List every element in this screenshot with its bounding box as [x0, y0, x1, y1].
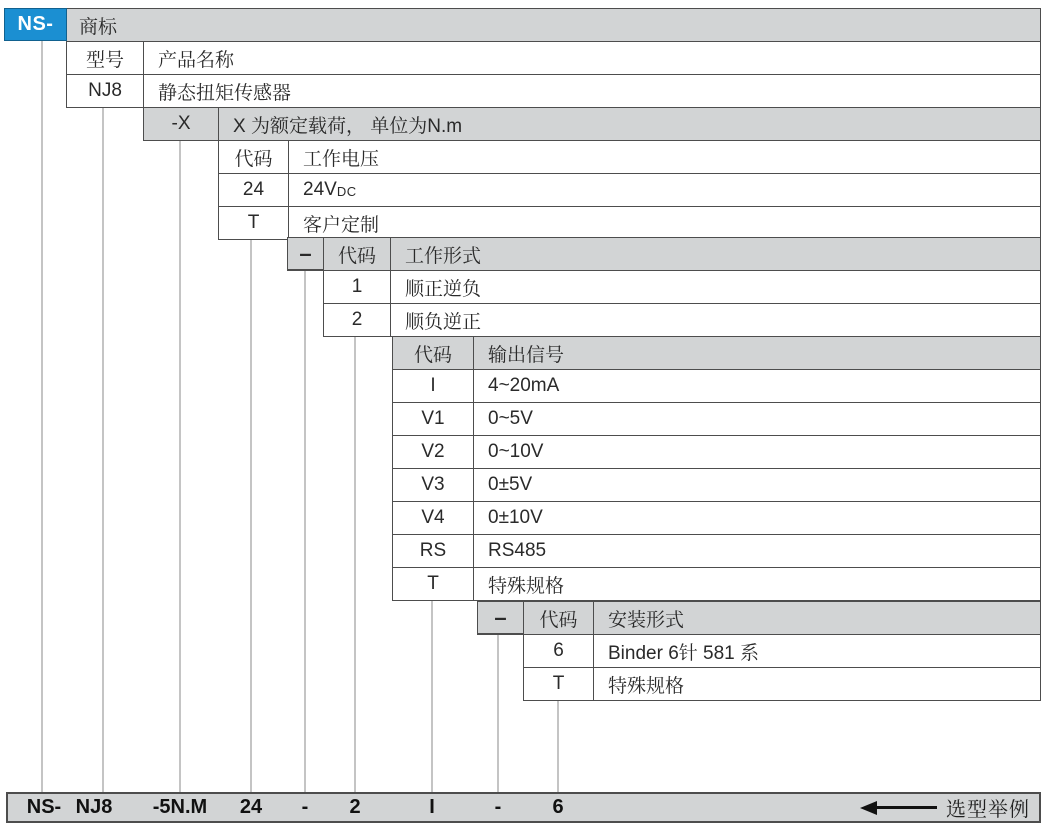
connector-line	[497, 634, 499, 792]
desc-cell: 顺正逆负	[405, 278, 482, 300]
table-row	[218, 140, 1041, 173]
example-code-segment: I	[429, 796, 435, 818]
rated-load-code: -X	[144, 108, 219, 140]
table-row	[392, 501, 1041, 534]
rated-load-table	[143, 107, 1041, 141]
example-code-segment: NS-	[26, 796, 62, 818]
code-cell: 型号	[67, 42, 144, 74]
connector-line	[304, 270, 306, 792]
desc-cell: RS485	[488, 540, 547, 561]
arrow-left-icon	[860, 801, 877, 815]
table-row	[66, 74, 1041, 107]
code-cell: 2	[324, 304, 391, 336]
code-cell: 1	[324, 271, 391, 303]
rated-load-desc: X 为额定载荷， 单位为N.m	[233, 115, 463, 137]
desc-cell: 0±5V	[488, 474, 533, 495]
code-cell: 代码	[219, 141, 289, 173]
code-cell: V1	[393, 403, 474, 435]
trademark-row	[66, 8, 1041, 41]
code-cell: 6	[524, 635, 594, 667]
connector-line	[179, 140, 181, 792]
table-row	[523, 634, 1041, 667]
desc-cell: 0~5V	[488, 408, 533, 429]
table-row	[323, 303, 1041, 336]
example-arrow-label: 选型举例	[946, 799, 1030, 821]
mount-code-header: 代码	[524, 602, 594, 634]
example-code-segment: -	[301, 796, 309, 818]
table-row	[323, 270, 1041, 303]
code-cell: T	[219, 207, 289, 239]
connector-line	[354, 336, 356, 792]
desc-cell: 输出信号	[488, 344, 565, 366]
table-row	[392, 369, 1041, 402]
code-cell: 代码	[393, 337, 474, 369]
connector-line	[102, 107, 104, 792]
table-row	[392, 336, 1041, 369]
table-row	[66, 41, 1041, 74]
rated-load-row	[143, 107, 1041, 140]
desc-cell: 4~20mA	[488, 375, 560, 396]
desc-cell: 0~10V	[488, 441, 544, 462]
desc-cell: 特殊规格	[488, 575, 565, 597]
desc-cell: 顺负逆正	[405, 311, 482, 333]
example-code-segment: 24	[239, 796, 263, 818]
mount-header	[477, 601, 1041, 635]
code-cell: 24	[219, 174, 289, 206]
mode-header	[287, 237, 1041, 271]
brand-prefix-box	[4, 8, 67, 41]
mode-desc-header: 工作形式	[405, 245, 482, 267]
trademark-label: 商标	[79, 16, 118, 38]
unit-subscript: DC	[336, 184, 357, 199]
mode-code-header: 代码	[324, 238, 391, 270]
trademark-table	[66, 8, 1041, 42]
connector-line	[557, 700, 559, 792]
example-code-segment: -	[494, 796, 502, 818]
code-cell: V4	[393, 502, 474, 534]
desc-cell: 0±10V	[488, 507, 543, 528]
output-signal-table	[392, 336, 1041, 601]
example-code-bar	[6, 792, 1041, 823]
code-cell: V3	[393, 469, 474, 501]
table-row	[392, 468, 1041, 501]
mount-desc-header: 安装形式	[608, 609, 685, 631]
example-code-segment: 6	[552, 796, 564, 818]
mount-header-row	[477, 601, 1041, 634]
table-row	[392, 402, 1041, 435]
code-cell: T	[524, 668, 594, 700]
code-cell: I	[393, 370, 474, 402]
voltage-table	[218, 140, 1041, 240]
table-row	[218, 173, 1041, 206]
table-row	[392, 567, 1041, 600]
table-row	[392, 435, 1041, 468]
connector-line	[41, 41, 43, 792]
example-code-segment: 2	[349, 796, 361, 818]
code-cell: T	[393, 568, 474, 600]
mount-table	[523, 634, 1041, 701]
model-table	[66, 41, 1041, 108]
mode-table	[323, 270, 1041, 337]
dash-separator: –	[478, 602, 524, 634]
dash-separator: –	[288, 238, 324, 270]
desc-cell: 特殊规格	[608, 675, 685, 697]
code-cell: NJ8	[67, 75, 144, 107]
table-row	[523, 667, 1041, 700]
desc-cell: 24V DC	[303, 179, 357, 200]
code-cell: V2	[393, 436, 474, 468]
desc-cell: 静态扭矩传感器	[158, 82, 292, 104]
code-cell: RS	[393, 535, 474, 567]
desc-cell: Binder 6针 581 系	[608, 642, 760, 664]
desc-cell: 工作电压	[303, 148, 380, 170]
example-code-segment: -5N.M	[152, 796, 208, 818]
table-row	[392, 534, 1041, 567]
arrow-shaft	[877, 806, 937, 809]
desc-cell: 客户定制	[303, 214, 380, 236]
connector-line	[431, 600, 433, 792]
connector-line	[250, 239, 252, 792]
brand-prefix-label: NS-	[17, 13, 54, 35]
example-arrow	[860, 794, 1030, 821]
desc-cell: 产品名称	[158, 49, 235, 71]
table-row	[218, 206, 1041, 239]
example-code-segment: NJ8	[75, 796, 113, 818]
mode-header-row	[287, 237, 1041, 270]
